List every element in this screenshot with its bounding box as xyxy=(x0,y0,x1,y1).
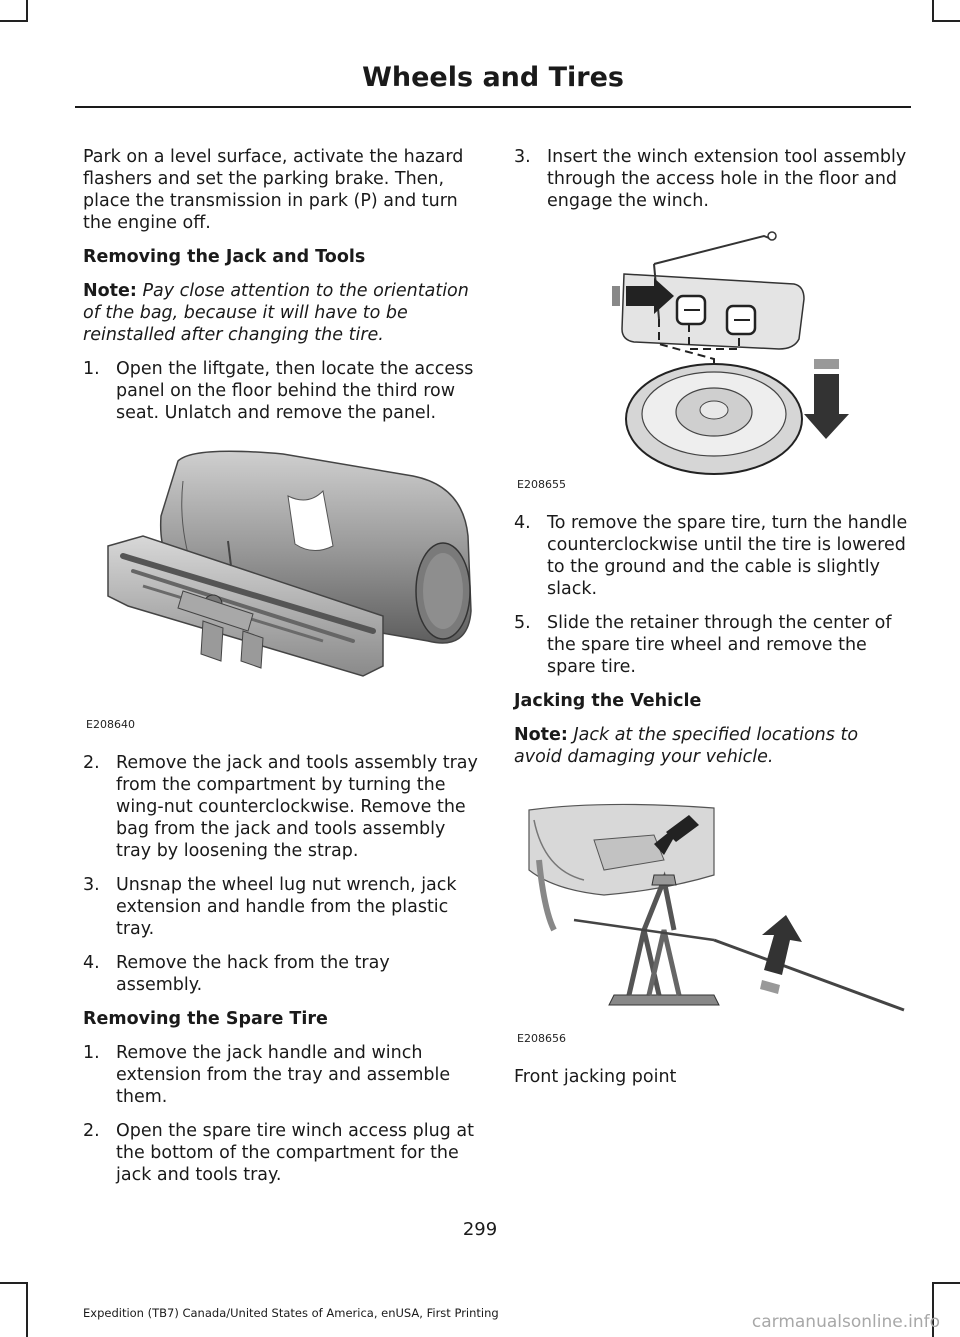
note-label: Note: xyxy=(514,725,568,745)
step-number: 2. xyxy=(83,1121,100,1141)
header-rule xyxy=(75,106,911,108)
figure-code: E208656 xyxy=(517,1032,566,1045)
crop-mark xyxy=(932,0,934,22)
crop-mark xyxy=(26,1282,28,1337)
step-number: 5. xyxy=(514,613,531,633)
note-jacking xyxy=(514,724,909,768)
step-number: 3. xyxy=(83,875,100,895)
figure-jacking-point xyxy=(514,780,909,1050)
list-item xyxy=(83,358,478,424)
step-text: Remove the jack and tools assembly tray from the compartment by turning the wing-nut counterclockwise. Remove the bag from the jack and tools assembly tray by loosening the strap. xyxy=(116,753,478,861)
list-item xyxy=(83,952,478,996)
step-text: Remove the hack from the tray assembly. xyxy=(116,953,390,995)
list-item xyxy=(83,752,478,862)
right-column xyxy=(514,146,909,1100)
list-item xyxy=(83,874,478,940)
figure-winch xyxy=(514,224,909,496)
step-text: Open the spare tire winch access plug at the bottom of the compartment for the jack and tools tray. xyxy=(116,1121,474,1185)
note-label: Note: xyxy=(83,281,137,301)
step-number: 1. xyxy=(83,359,100,379)
step-text: Slide the retainer through the center of the spare tire wheel and remove the spare tire. xyxy=(547,613,892,677)
note-text: Pay close attention to the orientation of the bag, because it will have to be reinstalled after changing the tire. xyxy=(83,281,469,345)
crop-mark xyxy=(0,20,28,22)
step-text: Remove the jack handle and winch extension from the tray and assemble them. xyxy=(116,1043,451,1107)
step-number: 4. xyxy=(83,953,100,973)
jack-tray-illustration xyxy=(83,436,478,721)
page-title: Wheels and Tires xyxy=(362,62,624,93)
crop-mark xyxy=(26,0,28,22)
step-number: 4. xyxy=(514,513,531,533)
watermark: carmanualsonline.info xyxy=(751,1312,940,1332)
step-number: 3. xyxy=(514,147,531,167)
step-text: Unsnap the wheel lug nut wrench, jack extension and handle from the plastic tray. xyxy=(116,875,457,939)
step-text: To remove the spare tire, turn the handle counterclockwise until the tire is lowered to the ground and the cable is slightly slack. xyxy=(547,513,908,599)
footer-text: Expedition (TB7) Canada/United States of America, enUSA, First Printing xyxy=(83,1306,499,1320)
intro-paragraph: Park on a level surface, activate the hazard flashers and set the parking brake. Then, place the transmission in park (P) and turn the engine off. xyxy=(83,147,464,233)
step-number: 1. xyxy=(83,1043,100,1063)
crop-mark xyxy=(932,20,960,22)
winch-illustration xyxy=(514,224,909,489)
figure-jack-tray xyxy=(83,436,478,736)
list-item xyxy=(83,1120,478,1186)
jacking-point-illustration xyxy=(514,780,909,1040)
crop-mark xyxy=(932,1282,960,1284)
section-heading-jack-tools: Removing the Jack and Tools xyxy=(83,247,366,267)
figure-code: E208655 xyxy=(517,478,566,491)
list-item xyxy=(514,512,909,600)
list-item xyxy=(83,1042,478,1108)
note-orientation xyxy=(83,280,478,346)
step-text: Open the liftgate, then locate the access panel on the floor behind the third row seat. Unlatch and remove the panel. xyxy=(116,359,474,423)
list-item xyxy=(514,612,909,678)
figure-code: E208640 xyxy=(86,718,135,731)
list-item xyxy=(514,146,909,212)
section-heading-spare-tire: Removing the Spare Tire xyxy=(83,1009,328,1029)
crop-mark xyxy=(0,1282,28,1284)
figure-caption: Front jacking point xyxy=(514,1067,677,1087)
page-number: 299 xyxy=(462,1219,498,1240)
left-column xyxy=(83,146,478,1198)
step-text: Insert the winch extension tool assembly through the access hole in the floor and engage the winch. xyxy=(547,147,907,211)
note-text: Jack at the specified locations to avoid damaging your vehicle. xyxy=(514,725,859,767)
section-heading-jacking: Jacking the Vehicle xyxy=(514,691,702,711)
step-number: 2. xyxy=(83,753,100,773)
